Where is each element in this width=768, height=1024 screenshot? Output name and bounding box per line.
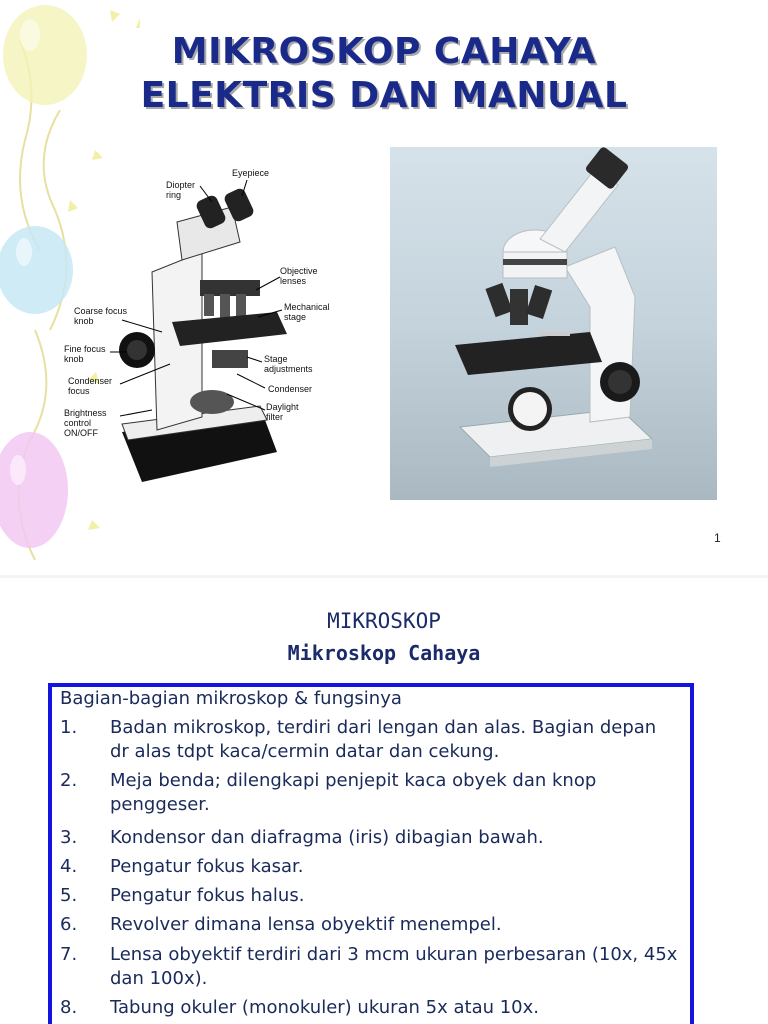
label-condenser: Condenser bbox=[268, 384, 313, 394]
list-item-text: Lensa obyektif terdiri dari 3 mcm ukuran perbesaran (10x, 45x dan 100x). bbox=[110, 944, 678, 989]
list-item-number: 5. bbox=[60, 885, 78, 906]
label-coarse-focus-knob: Coarse focus knob bbox=[74, 306, 128, 326]
slide-number: 1 bbox=[714, 531, 721, 545]
list-item-text: Tabung okuler (monokuler) ukuran 5x atau 10x. bbox=[110, 997, 540, 1018]
label-diopter-ring: Diopter ring bbox=[166, 180, 196, 200]
list-item-text: Revolver dimana lensa obyektif menempel. bbox=[110, 914, 502, 935]
slide2-subtitle: Mikroskop Cahaya bbox=[287, 641, 481, 665]
label-eyepiece: Eyepiece bbox=[232, 168, 270, 178]
list-item-number: 6. bbox=[60, 914, 78, 935]
list-item-text: Badan mikroskop, terdiri dari lengan dan alas. Bagian depan dr alas tdpt kaca/cermin datar dan cekung. bbox=[110, 717, 657, 762]
label-condenser-focus: Condenser focus bbox=[68, 376, 113, 396]
label-mechanical-stage: Mechanical stage bbox=[284, 302, 330, 322]
list-item-number: 1. bbox=[60, 717, 78, 738]
label-objective-lenses: Objective lenses bbox=[280, 266, 318, 286]
microscope-diagram bbox=[62, 162, 362, 492]
list-item-number: 4. bbox=[60, 856, 78, 877]
list-item-number: 8. bbox=[60, 997, 78, 1018]
list-item-text: Pengatur fokus kasar. bbox=[110, 856, 304, 877]
label-daylight-filter: Daylight filter bbox=[266, 402, 299, 422]
list-item-text: Meja benda; dilengkapi penjepit kaca obyek dan knop penggeser. bbox=[110, 770, 597, 815]
slide2-title: MIKROSKOP bbox=[327, 609, 441, 633]
title-line-1: MIKROSKOP CAHAYA bbox=[171, 31, 597, 72]
label-stage-adjustments: Stage adjustments bbox=[264, 354, 313, 374]
list-item-number: 3. bbox=[60, 827, 78, 848]
microscope-drawing bbox=[62, 162, 362, 492]
box-heading: Bagian-bagian mikroskop & fungsinya bbox=[60, 688, 402, 709]
title-line-2: ELEKTRIS DAN MANUAL bbox=[140, 75, 628, 116]
label-brightness-control: Brightness control ON/OFF bbox=[64, 408, 107, 438]
label-fine-focus-knob: Fine focus knob bbox=[64, 344, 106, 364]
list-item-number: 2. bbox=[60, 770, 78, 791]
monocular-microscope-drawing bbox=[390, 147, 717, 500]
list-item-number: 7. bbox=[60, 944, 78, 965]
list-item-text: Pengatur fokus halus. bbox=[110, 885, 305, 906]
microscope-photo bbox=[390, 147, 717, 500]
list-item-text: Kondensor dan diafragma (iris) dibagian bawah. bbox=[110, 827, 544, 848]
